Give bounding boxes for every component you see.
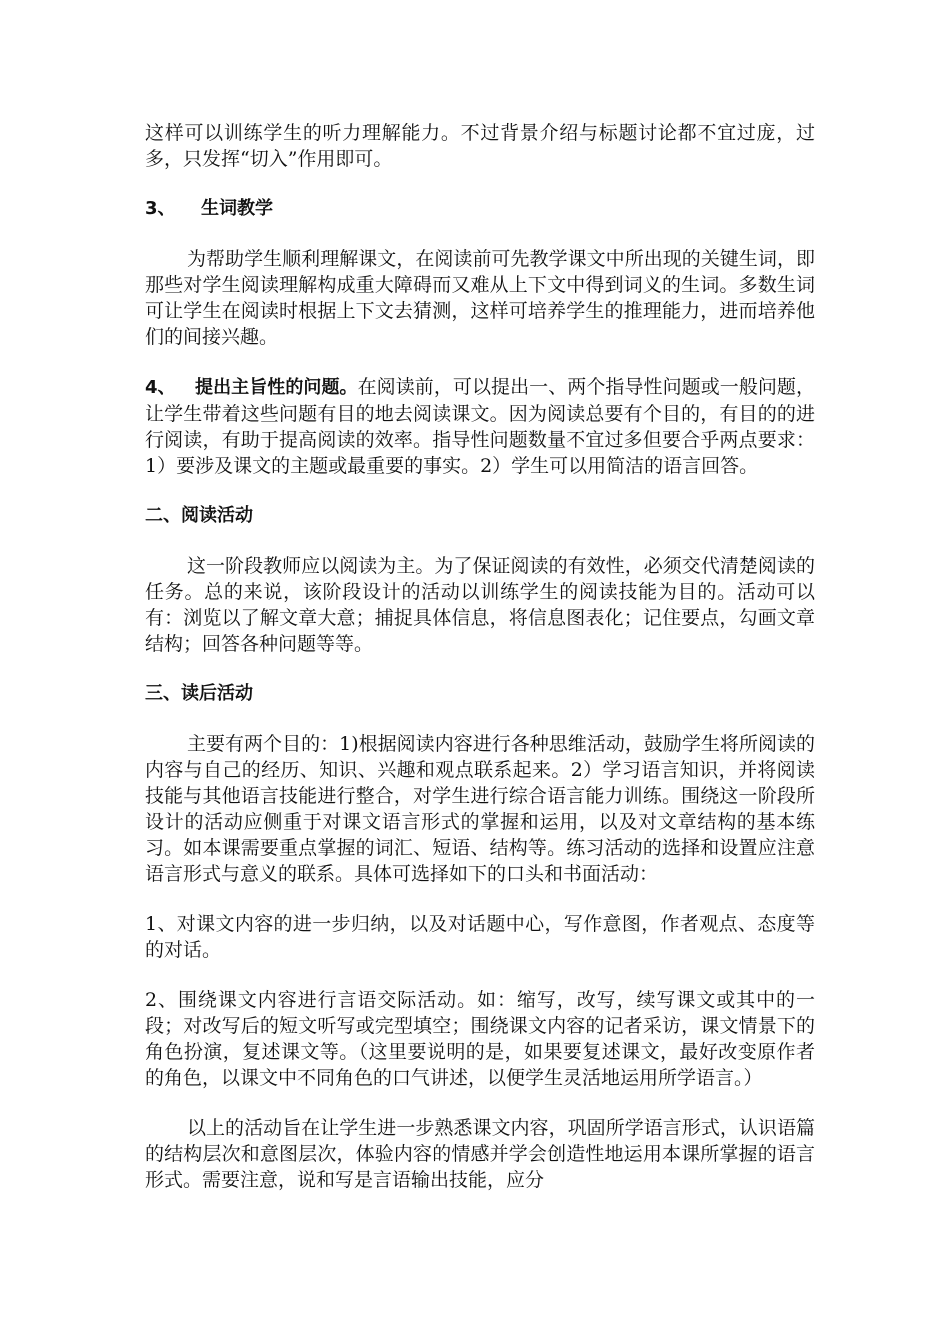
section-heading-post-reading: 三、读后活动 xyxy=(145,683,253,704)
list-item: 1、对课文内容的进一步归纳，以及对话题中心，写作意图，作者观点、态度等的对话。 xyxy=(145,913,815,961)
list-item: 2、围绕课文内容进行言语交际活动。如：缩写，改写，续写课文或其中的一段；对改写后的短文听写或完型填空；围绕课文内容的记者采访，课文情景下的角色扮演，复述课文等。（这里要说明的是，如果要复述课文，最好改变原作者的角色，以课文中不同角色的口气讲述，以便学生灵活地运用所学语言。） xyxy=(145,989,815,1089)
reading-paragraph: 这一阶段教师应以阅读为主。为了保证阅读的有效性，必须交代清楚阅读的任务。总的来说，该阶段设计的活动以训练学生的阅读技能为目的。活动可以有：浏览以了解文章大意；捕捉具体信息，将信息图表化；记住要点，勾画文章结构；回答各种问题等等。 xyxy=(145,555,815,655)
intro-paragraph: 这样可以训练学生的听力理解能力。不过背景介绍与标题讨论都不宜过庞，过多，只发挥“切入”作用即可。 xyxy=(145,122,815,170)
post-reading-paragraph: 主要有两个目的：1)根据阅读内容进行各种思维活动，鼓励学生将所阅读的内容与自己的经历、知识、兴趣和观点联系起来。2）学习语言知识，并将阅读技能与其他语言技能进行整合，对学生进行综合语言能力训练。围绕这一阶段所设计的活动应侧重于对课文语言形式的掌握和运用，以及对文章结构的基本练习。如本课需要重点掌握的词汇、短语、结构等。练习活动的选择和设置应注意语言形式与意义的联系。具体可选择如下的口头和书面活动： xyxy=(145,733,815,885)
section-heading-vocabulary xyxy=(145,196,815,222)
section-heading-reading: 二、阅读活动 xyxy=(145,505,253,526)
section-number: 3、 xyxy=(145,198,176,219)
guiding-question-paragraph xyxy=(145,374,815,479)
guiding-question-text: 在阅读前，可以提出一、两个指导性问题或一般问题，让学生带着这些问题有目的地去阅读课文。因为阅读总要有个目的，有目的的进行阅读，有助于提高阅读的效率。指导性问题数量不宜过多但要合乎两点要求：1）要涉及课文的主题或最重要的事实。2）学生可以用简洁的语言回答。 xyxy=(145,376,815,477)
section-number: 4、 xyxy=(145,377,176,398)
document-page xyxy=(145,120,815,1217)
section-title: 生词教学 xyxy=(201,198,273,219)
closing-paragraph: 以上的活动旨在让学生进一步熟悉课文内容，巩固所学语言形式，认识语篇的结构层次和意图层次，体验内容的情感并学会创造性地运用本课所掌握的语言形式。需要注意，说和写是言语输出技能，应分 xyxy=(145,1117,815,1191)
section-title: 提出主旨性的问题。 xyxy=(195,377,358,398)
vocabulary-paragraph: 为帮助学生顺利理解课文，在阅读前可先教学课文中所出现的关键生词，即那些对学生阅读理解构成重大障碍而又难从上下文中得到词义的生词。多数生词可让学生在阅读时根据上下文去猜测，这样可培养学生的推理能力，进而培养他们的间接兴趣。 xyxy=(145,248,815,348)
